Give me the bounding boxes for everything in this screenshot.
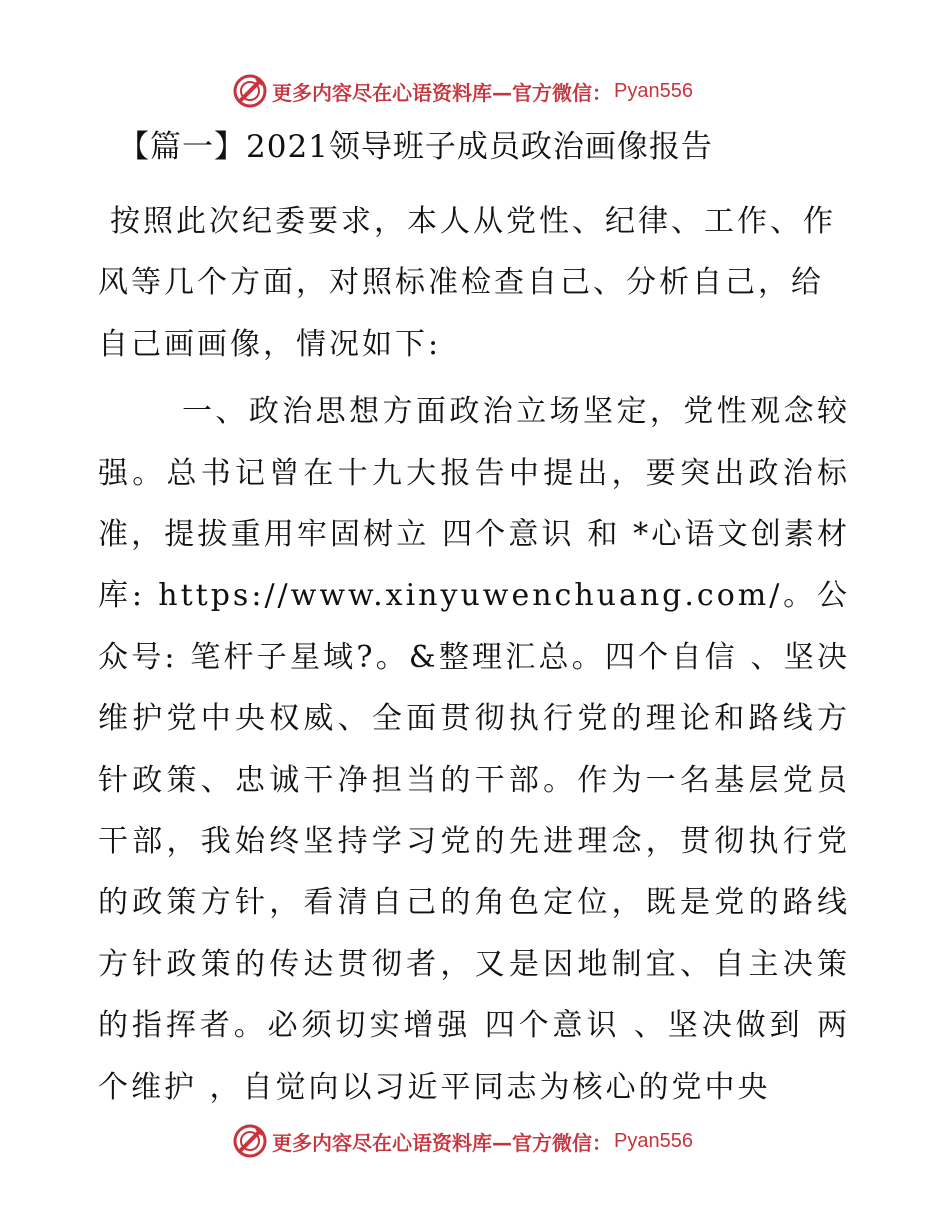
xinyu-logo-icon xyxy=(232,1123,268,1159)
footer-wechat-id: Pyan556 xyxy=(614,1129,693,1152)
document-body xyxy=(98,191,850,1118)
document-title: 【篇一】2021领导班子成员政治画像报告 xyxy=(118,129,713,165)
xinyu-logo-icon xyxy=(232,73,268,109)
section-one-paragraph: 一、政治思想方面政治立场坚定，党性观念较强。总书记曾在十九大报告中提出，要突出政治标准，提拔重用牢固树立 四个意识 和 *心语文创素材库: https://www.xinyuwenchuang.com/。公众号: 笔杆子星域?。&整理汇总。四个自信 、坚决维护党中央权威、全面贯彻执行党的理论和路线方针政策、忠诚干净担当的干部。作为一名基层党员干部，我始终坚持学习党的先进理念，贯彻执行党的政策方针，看清自己的角色定位，既是党的路线方针政策的传达贯彻者，又是因地制宜、自主决策的指挥者。必须切实增强 四个意识 、坚决做到 两个维护 ，自觉向以习近平同志为核心的党中央 xyxy=(98,394,850,1105)
footer-banner xyxy=(232,1123,693,1159)
intro-paragraph: 按照此次纪委要求，本人从党性、纪律、工作、作风等几个方面，对照标准检查自己、分析自己，给自己画画像，情况如下: xyxy=(98,204,836,362)
footer-banner-text: 更多内容尽在心语资料库—官方微信： xyxy=(272,1130,612,1155)
header-banner xyxy=(232,73,693,109)
header-banner-text: 更多内容尽在心语资料库—官方微信： xyxy=(272,80,612,105)
header-wechat-id: Pyan556 xyxy=(614,79,693,102)
